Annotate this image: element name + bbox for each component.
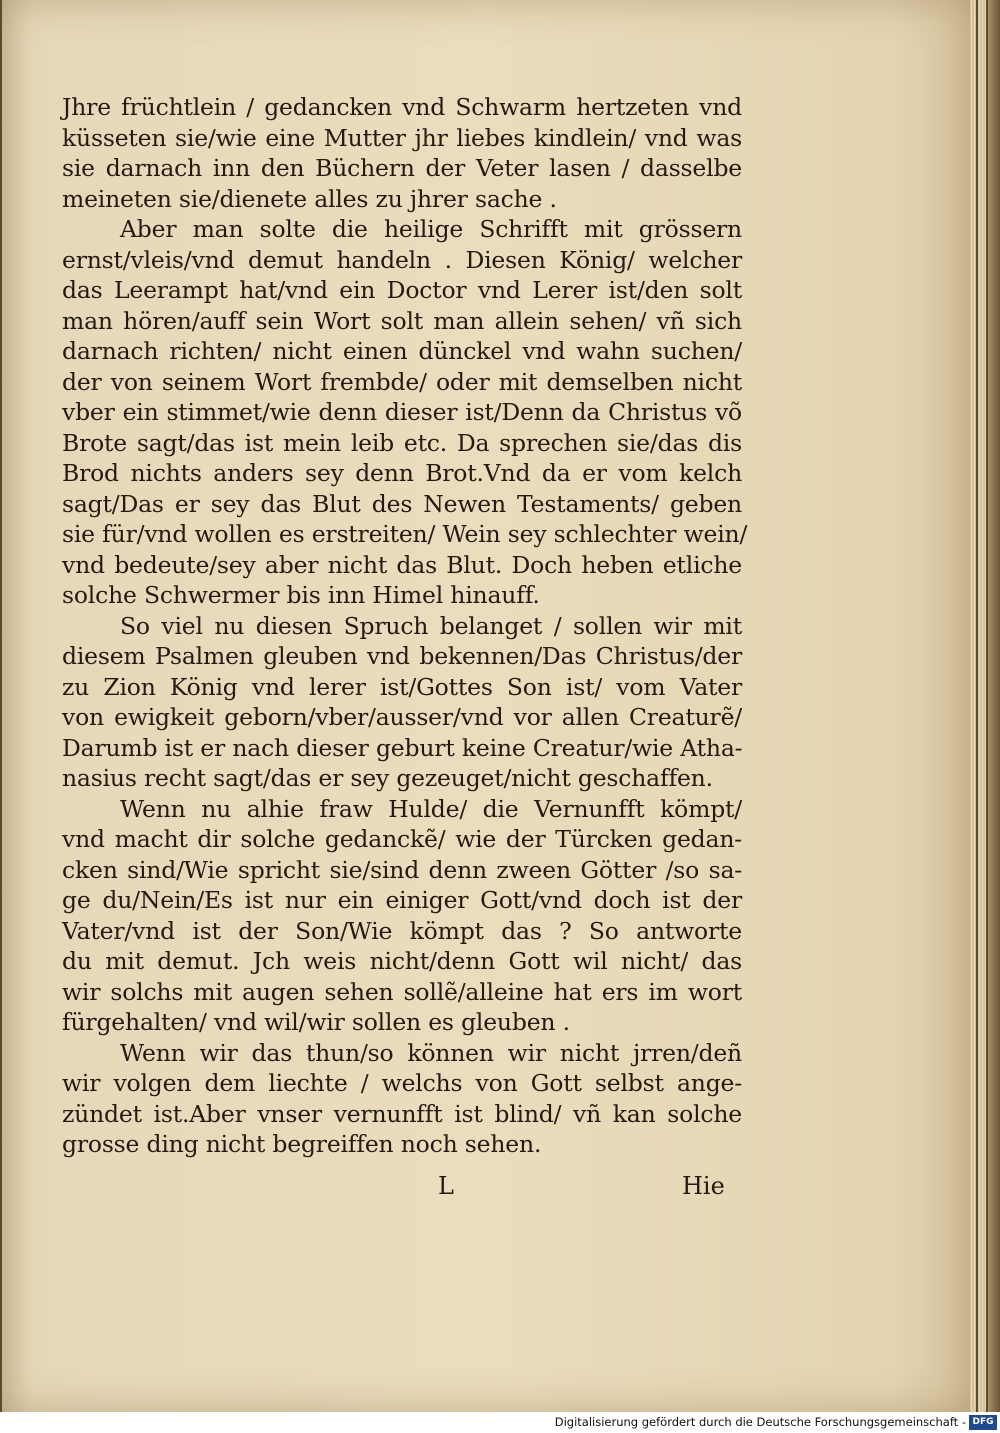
page-text	[62, 92, 748, 1160]
credit-bar	[0, 1412, 1000, 1433]
text-line: wir solchs mit augen sehen sollẽ/alleine hat ers im wort	[62, 977, 742, 1006]
text-line: Wenn wir das thun/so können wir nicht jrren/deñ	[120, 1038, 742, 1067]
text-line: vnd bedeute/sey aber nicht das Blut. Doch heben etliche	[62, 550, 742, 579]
text-line: vnd macht dir solche gedanckẽ/ wie der Türcken gedan-	[62, 825, 742, 853]
text-line: solche Schwermer bis inn Himel hinauff.	[62, 581, 540, 609]
text-line: man hören/auff sein Wort solt man allein sehen/ vñ sich	[62, 306, 742, 335]
text-line: cken sind/Wie spricht sie/sind denn zween Götter /so sa-	[62, 855, 742, 884]
text-line: zündet ist.Aber vnser vernunfft ist blind/ vñ kan solche	[62, 1099, 742, 1128]
text-line: ge du/Nein/Es ist nur ein einiger Gott/vnd doch ist der	[62, 886, 742, 914]
signature-mark: L	[438, 1172, 454, 1200]
text-line: Brod nichts anders sey denn Brot.Vnd da er vom kelch	[62, 459, 742, 487]
text-line: sie darnach inn den Büchern der Veter lasen / dasselbe	[62, 154, 742, 182]
text-line: Aber man solte die heilige Schrifft mit grössern	[120, 215, 742, 243]
text-line: meineten sie/dienete alles zu jhrer sache .	[62, 184, 557, 213]
text-line: Wenn nu alhie fraw Hulde/ die Vernunfft kömpt/	[120, 794, 742, 823]
text-line: wir volgen dem liechte / welchs von Gott selbst ange-	[62, 1069, 742, 1097]
text-line: das Leerampt hat/vnd ein Doctor vnd Lerer ist/den solt	[62, 276, 742, 304]
text-line: zu Zion König vnd lerer ist/Gottes Son ist/ vom Vater	[62, 672, 742, 701]
text-line: Vater/vnd ist der Son/Wie kömpt das ? So antworte	[62, 916, 742, 945]
text-line: grosse ding nicht begreiffen noch sehen.	[62, 1130, 542, 1158]
text-line: Darumb ist er nach dieser geburt keine Creatur/wie Atha-	[62, 733, 743, 762]
funding-credit: Digitalisierung gefördert durch die Deutsche Forschungsgemeinschaft -	[554, 1415, 966, 1429]
text-line: Brote sagt/das ist mein leib etc. Da sprechen sie/das dis	[62, 428, 742, 457]
catchword: Hie	[682, 1172, 725, 1200]
text-line: fürgehalten/ vnd wil/wir sollen es gleuben .	[62, 1008, 570, 1036]
text-line: ernst/vleis/vnd demut handeln . Diesen König/ welcher	[62, 245, 742, 274]
text-line: darnach richten/ nicht einen dünckel vnd wahn suchen/	[62, 337, 742, 365]
text-line: Jhre früchtlein / gedancken vnd Schwarm hertzeten vnd	[62, 93, 742, 121]
text-line: sie für/vnd wollen es erstreiten/ Wein sey schlechter wein/	[62, 520, 748, 548]
text-line: nasius recht sagt/das er sey gezeuget/nicht geschaffen.	[62, 764, 713, 792]
text-line: sagt/Das er sey das Blut des Newen Testaments/ geben	[62, 489, 742, 518]
text-line: vber ein stimmet/wie denn dieser ist/Denn da Christus võ	[62, 398, 742, 426]
dfg-logo: DFG	[969, 1415, 997, 1430]
text-line: diesem Psalmen gleuben vnd bekennen/Das Christus/der	[62, 642, 742, 670]
text-line: So viel nu diesen Spruch belanget / sollen wir mit	[120, 611, 742, 640]
text-line: du mit demut. Jch weis nicht/denn Gott wil nicht/ das	[62, 947, 742, 975]
text-line: von ewigkeit geborn/vber/ausser/vnd vor allen Creaturẽ/	[62, 703, 742, 731]
text-line: küsseten sie/wie eine Mutter jhr liebes kindlein/ vnd was	[62, 123, 742, 152]
page-footer	[0, 1172, 1000, 1202]
text-line: der von seinem Wort frembde/ oder mit demselben nicht	[62, 367, 742, 396]
